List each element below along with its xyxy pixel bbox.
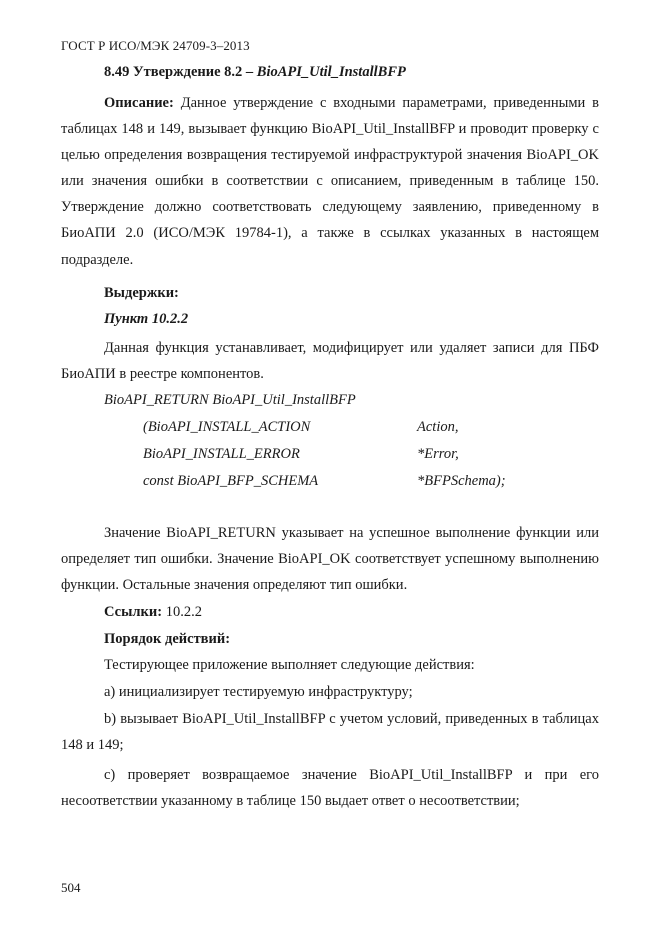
param-type: (BioAPI_INSTALL_ACTION [143,419,311,435]
description-text: Данное утверждение с входными параметрами, приведенными в таблицах 148 и 149, вызывает функцию BioAPI_Util_InstallBFP и проводит проверку с целью определения возвращения тестируемой инфраструктурой значения BioAPI_OK или значения ошибки в соответствии с описанием, приведенным в таблице 150. Утверждение должно соответствовать следующему заявлению, приведенному в БиоАПИ 2.0 (ИСО/МЭК 19784-1), а также в ссылках указанных в настоящем подразделе. [61,95,599,268]
param-name: *Error, [417,446,459,462]
procedure-intro: Тестирующее приложение выполняет следующие действия: [104,657,475,673]
excerpts-clause: Пункт 10.2.2 [104,311,189,327]
procedure-label: Порядок действий: [104,631,231,647]
procedure-step: a) инициализирует тестируемую инфраструктуру; [104,684,413,700]
param-type: const BioAPI_BFP_SCHEMA [143,473,319,489]
page-number: 504 [61,880,81,895]
procedure-step: c) проверяет возвращаемое значение BioAPI_Util_InstallBFP и при его несоответствии указанному в таблице 150 выдает ответ о несоответствии; [61,767,599,810]
param-type: BioAPI_INSTALL_ERROR [143,446,300,462]
references-label: Ссылки: [104,604,163,620]
description-paragraph [61,90,599,273]
signature-declaration: BioAPI_RETURN BioAPI_Util_InstallBFP [104,392,356,408]
references-value: 10.2.2 [162,604,202,620]
section-heading [104,64,406,81]
excerpts-label: Выдержки: [104,285,179,301]
description-label: Описание: [104,95,174,111]
procedure-step: b) вызывает BioAPI_Util_InstallBFP с учетом условий, приведенных в таблицах 148 и 149; [61,711,599,754]
section-function-name: BioAPI_Util_InstallBFP [256,64,406,80]
excerpts-paragraph: Данная функция устанавливает, модифицирует или удаляет записи для ПБФ БиоАПИ в реестре компонентов. [61,340,599,383]
section-number-label: 8.49 Утверждение 8.2 – [104,64,257,80]
references-line [104,604,202,621]
param-name: *BFPSchema); [417,473,506,489]
return-paragraph: Значение BioAPI_RETURN указывает на успешное выполнение функции или определяет тип ошибки. Значение BioAPI_OK соответствует успешному выполнению функции. Остальные значения определяют тип ошибки. [61,525,599,594]
running-header: ГОСТ Р ИСО/МЭК 24709-3–2013 [61,38,250,53]
param-name: Action, [417,419,459,435]
